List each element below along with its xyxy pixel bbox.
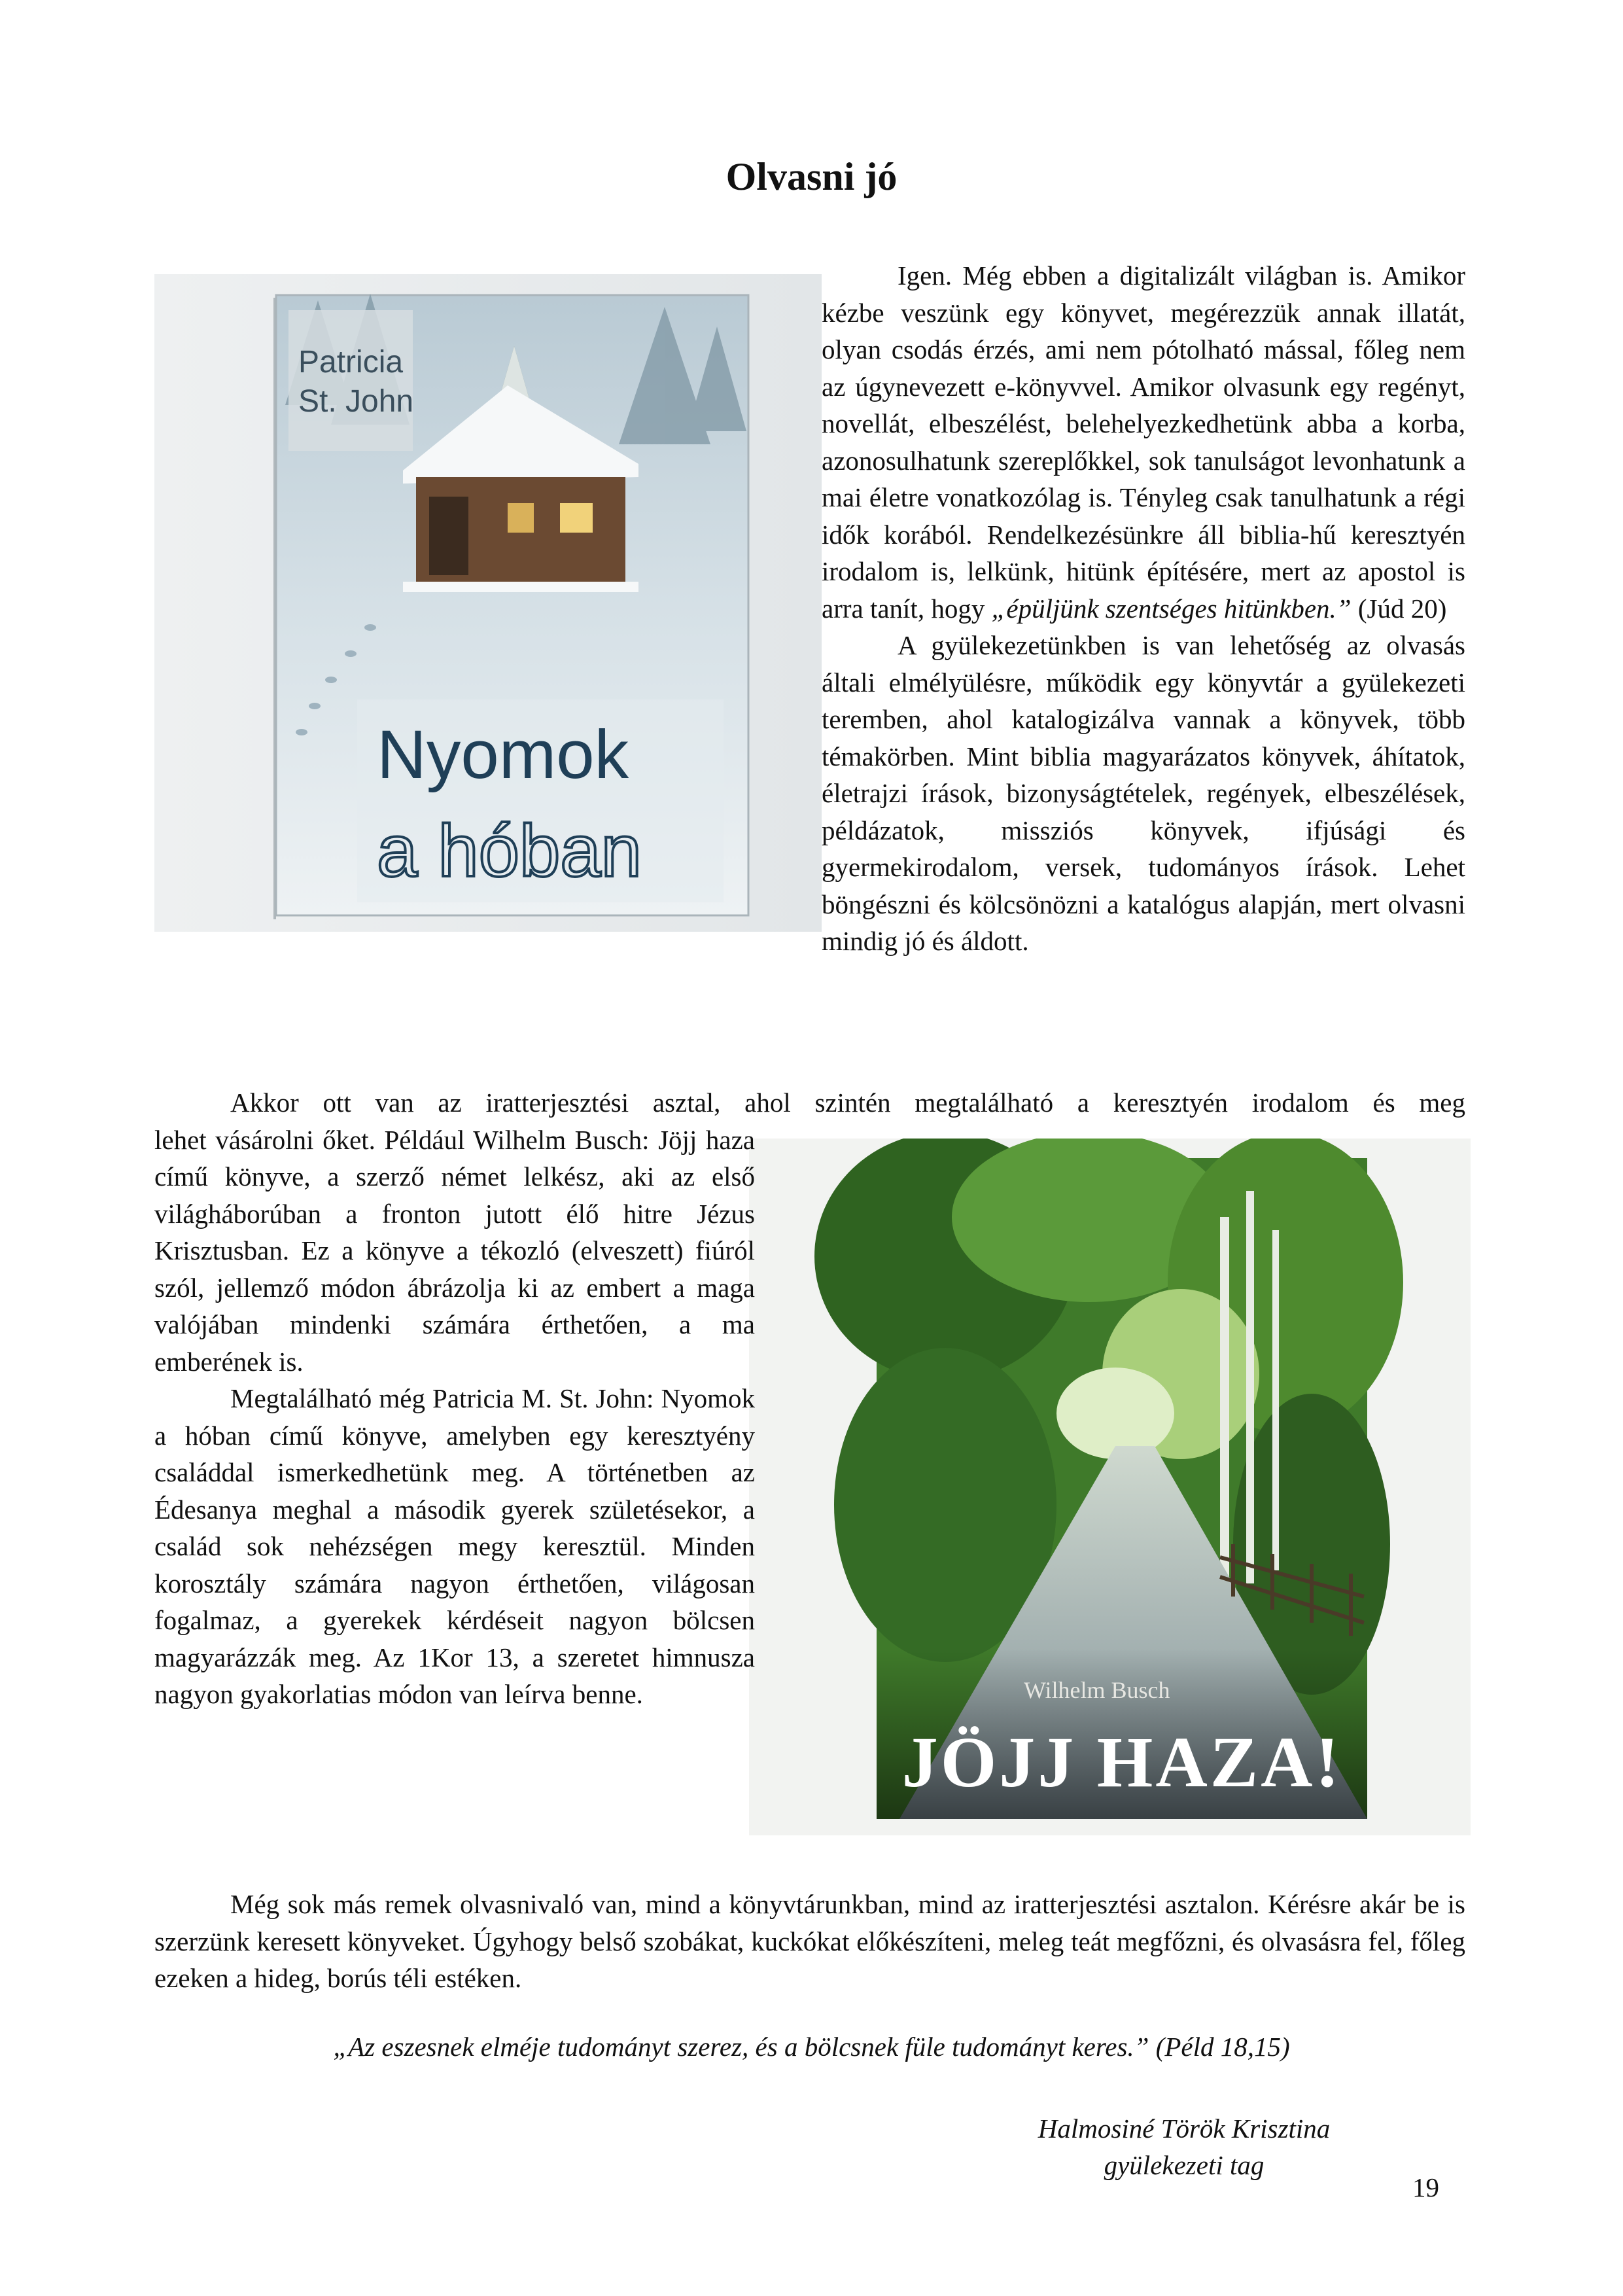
nyomok-author-line1: Patricia <box>298 345 404 380</box>
paragraph-4: Megtalálható még Patricia M. St. John: Nyomok a hóban című könyve, amelyben egy keresztyény családdal ismerkedhetünk meg. A történetben az Édesanya meghal a második gyerek születésekor, a család sok nehézségen megy keresztül. Minden korosztály számára nagyon érthetően, világosan fogalmaz, a gyerekek kérdéseit nagyon bölcsen magyarázzák meg. Az 1Kor 13, a szeretet himnusza nagyon gyakorlatias módon van leírva benne. <box>154 1383 755 1709</box>
bible-quote-jud: „épüljünk szentséges hitünkben.” <box>991 593 1352 624</box>
closing-bible-quote: „Az eszesnek elméje tudományt szerez, és a bölcsnek füle tudományt keres.” (Péld 18,15) <box>333 2032 1290 2062</box>
jojj-title: JÖJJ HAZA! <box>901 1722 1342 1802</box>
cover-space-left <box>154 257 822 951</box>
nyomok-author-line2: St. John <box>298 384 414 419</box>
article-text-block-1 <box>154 257 1465 960</box>
paragraph-3: lehet vásárolni őket. Például Wilhelm Busch: Jöjj haza című könyve, a szerző német lelkész, aki az első világháborúban a fronton jutott élő hitre Jézus Krisztusban. Ez a könyve a tékozló (elveszett) fiúról szól, jellemző módon ábrázolja ki az embert a maga valójában mindenki számára érthetően, a ma emberének is. <box>154 1124 755 1377</box>
page-number: 19 <box>1412 2172 1439 2202</box>
cover-space-right <box>781 1120 1465 1809</box>
paragraph-3-first-line: Akkor ott van az iratterjesztési asztal, ahol szintén megtalálható a keresztyén irodalom és meg <box>230 1087 1465 1118</box>
author-signature <box>916 2110 1452 2183</box>
nyomok-title-line2: a hóban <box>377 810 642 892</box>
bible-ref-jud: (Júd 20) <box>1351 593 1447 624</box>
author-role: gyülekezeti tag <box>1104 2150 1265 2180</box>
article-text-block-2 <box>154 1084 1465 1813</box>
nyomok-title-line1: Nyomok <box>377 716 629 793</box>
author-name: Halmosiné Török Krisztina <box>1038 2113 1331 2144</box>
jojj-author: Wilhelm Busch <box>1024 1677 1170 1703</box>
article-text-block-3 <box>154 1886 1465 1997</box>
article-title: Olvasni jó <box>725 155 898 198</box>
paragraph-5: Még sok más remek olvasnivaló van, mind a könyvtárunkban, mind az iratterjesztési asztalon. Kérésre akár be is szerzünk keresett könyveket. Úgyhogy belső szobákat, kuckókat előkészíteni, meleg teát megfőzni, és olvasásra fel, főleg ezeken a hideg, borús téli estéken. <box>154 1889 1465 1993</box>
paragraph-2: A gyülekezetünkben is van lehetőség az olvasás általi elmélyülésre, működik egy könyvtár a gyülekezeti teremben, ahol katalogizálva vannak a könyvek, több témakörben. Mint biblia magyarázatos könyvek, áhítatok, életrajzi írások, bizonyságtételek, regények, elbeszélések, példázatok, missziós könyvek, ifjúsági és gyermekirodalom, versek, tudományos írások. Lehet böngészni és kölcsönözni a katalógus alapján, mert olvasni mindig jó és áldott. <box>822 630 1465 956</box>
paragraph-1-text: Igen. Még ebben a digitalizált világban is. Amikor kézbe veszünk egy könyvet, megérezzük annak illatát, olyan csodás érzés, ami nem pótolható mással, főleg nem az úgynevezett e-könyvvel. Amikor olvasunk egy regényt, novellát, elbeszélést, belehelyezkedhetünk abba a korba, azonosulhatunk szereplőkkel, sok tanulságot levonhatunk a mai életre vonatkozólag is. Tényleg csak tanulhatunk a régi idők korából. Rendelkezésünkre áll biblia-hű keresztyén irodalom is, lelkünk, hitünk építésére, mert az apostol is arra tanít, hogy <box>822 260 1465 624</box>
